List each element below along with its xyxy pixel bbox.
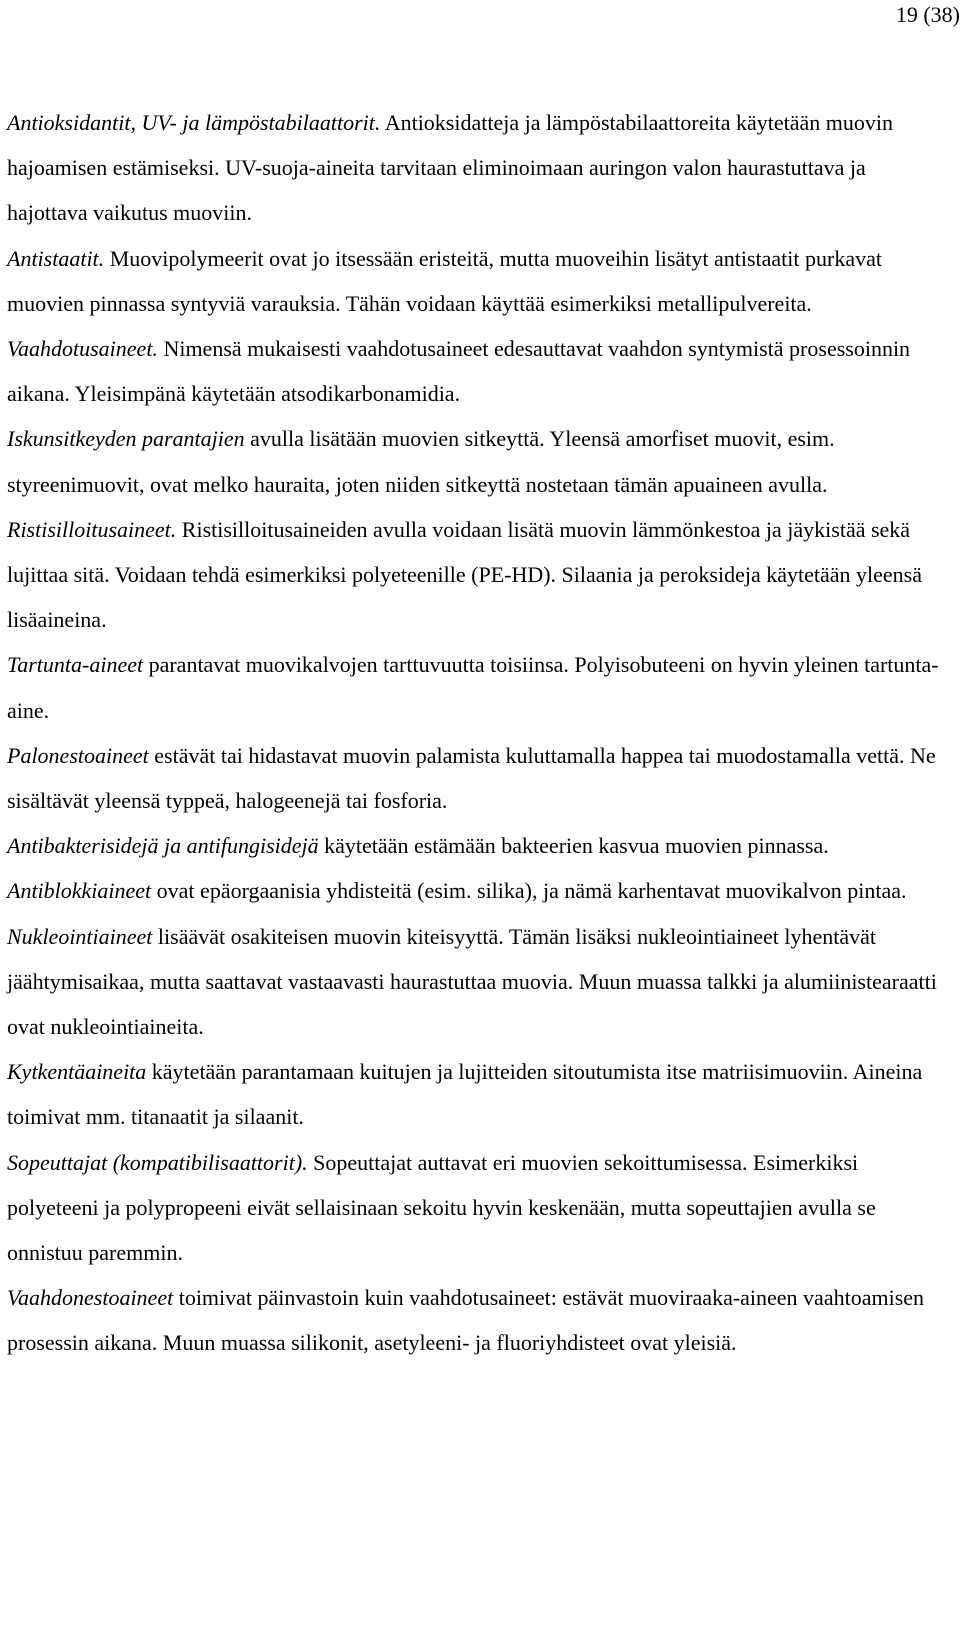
term-antibacterials: Antibakterisidejä ja antifungisidejä [7,833,319,859]
text-foaming-agents: Nimensä mukaisesti vaahdotusaineet edesauttavat vaahdon syntymistä prosessoinnin aikana. Yleisimpänä käytetään atsodikarbonamidia. [7,336,911,407]
paragraph-antiblocking-agents [7,868,947,913]
text-coupling-agents: käytetään parantamaan kuitujen ja lujitteiden sitoutumista itse matriisimuoviin. Aineina toimivat mm. titanaatit ja silaanit. [7,1059,923,1130]
paragraph-antioxidants [7,100,947,236]
paragraph-flame-retardants [7,733,947,823]
paragraph-antibacterials [7,823,947,868]
term-coupling-agents: Kytkentäaineita [7,1059,147,1085]
paragraph-foaming-agents [7,326,947,416]
paragraph-coupling-agents [7,1049,947,1139]
paragraph-impact-modifiers [7,416,947,506]
term-antistatics: Antistaatit. [7,245,105,271]
term-flame-retardants: Palonestoaineet [7,742,149,768]
term-nucleating-agents: Nukleointiaineet [7,923,153,949]
paragraph-tackifiers [7,642,947,732]
document-body [7,100,947,1366]
text-compatibilizers: Sopeuttajat auttavat eri muovien sekoittumisessa. Esimerkiksi polyeteeni ja polypropeeni eivät sellaisinaan sekoitu hyvin keskenään, mutta sopeuttajien avulla se onnistuu paremmin. [7,1149,876,1266]
text-nucleating-agents: lisäävät osakiteisen muovin kiteisyyttä. Tämän lisäksi nukleointiaineet lyhentävät jäähtymisaikaa, mutta saattavat vastaavasti haurastuttaa muovia. Muun muassa talkki ja alumiinistearaatti ovat nukleointiaineita. [7,923,937,1040]
paragraph-antifoaming-agents [7,1275,947,1365]
text-antifoaming-agents: toimivat päinvastoin kuin vaahdotusaineet: estävät muoviraaka-aineen vaahtoamisen prosessin aikana. Muun muassa silikonit, asetyleeni- ja fluoriyhdisteet ovat yleisiä. [7,1285,925,1356]
text-antistatics: Muovipolymeerit ovat jo itsessään eristeitä, mutta muoveihin lisätyt antistaatit purkavat muovien pinnassa syntyviä varauksia. Tähän voidaan käyttää esimerkiksi metallipulvereita. [7,245,882,316]
term-antiblocking-agents: Antiblokkiaineet [7,878,152,904]
term-impact-modifiers: Iskunsitkeyden parantajien [7,426,245,452]
text-antibacterials: käytetään estämään bakteerien kasvua muovien pinnassa. [318,833,829,859]
paragraph-crosslinking-agents [7,507,947,643]
term-tackifiers: Tartunta-aineet [7,652,144,678]
term-antioxidants: Antioksidantit, UV- ja lämpöstabilaattorit. [7,110,381,135]
term-crosslinking-agents: Ristisilloitusaineet. [7,516,177,542]
text-crosslinking-agents: Ristisilloitusaineiden avulla voidaan lisätä muovin lämmönkestoa ja jäykistää sekä lujittaa sitä. Voidaan tehdä esimerkiksi polyeteenille (PE-HD). Silaania ja peroksideja käytetään yleensä lisäaineina. [7,516,922,633]
text-flame-retardants: estävät tai hidastavat muovin palamista kuluttamalla happea tai muodostamalla vettä. Ne sisältävät yleensä typpeä, halogeenejä tai fosforia. [7,742,936,814]
text-antiblocking-agents: ovat epäorgaanisia yhdisteitä (esim. silika), ja nämä karhentavat muovikalvon pintaa. [151,878,907,904]
paragraph-antistatics [7,236,947,326]
text-antioxidants: Antioksidatteja ja lämpöstabilaattoreita käytetään muovin hajoamisen estämiseksi. UV-suoja-aineita tarvitaan eliminoimaan auringon valon haurastuttava ja hajottava vaikutus muoviin. [7,110,893,226]
term-antifoaming-agents: Vaahdonestoaineet [7,1285,174,1311]
page-number: 19 (38) [895,2,960,27]
term-compatibilizers: Sopeuttajat (kompatibilisaattorit). [7,1149,308,1175]
term-foaming-agents: Vaahdotusaineet. [7,336,158,362]
text-impact-modifiers: avulla lisätään muovien sitkeyttä. Yleensä amorfiset muovit, esim. styreenimuovit, ovat melko hauraita, joten niiden sitkeyttä nostetaan tämän apuaineen avulla. [7,426,835,497]
paragraph-nucleating-agents [7,914,947,1050]
paragraph-compatibilizers [7,1140,947,1276]
text-tackifiers: parantavat muovikalvojen tarttuvuutta toisiinsa. Polyisobuteeni on hyvin yleinen tartunta-aine. [7,652,939,723]
